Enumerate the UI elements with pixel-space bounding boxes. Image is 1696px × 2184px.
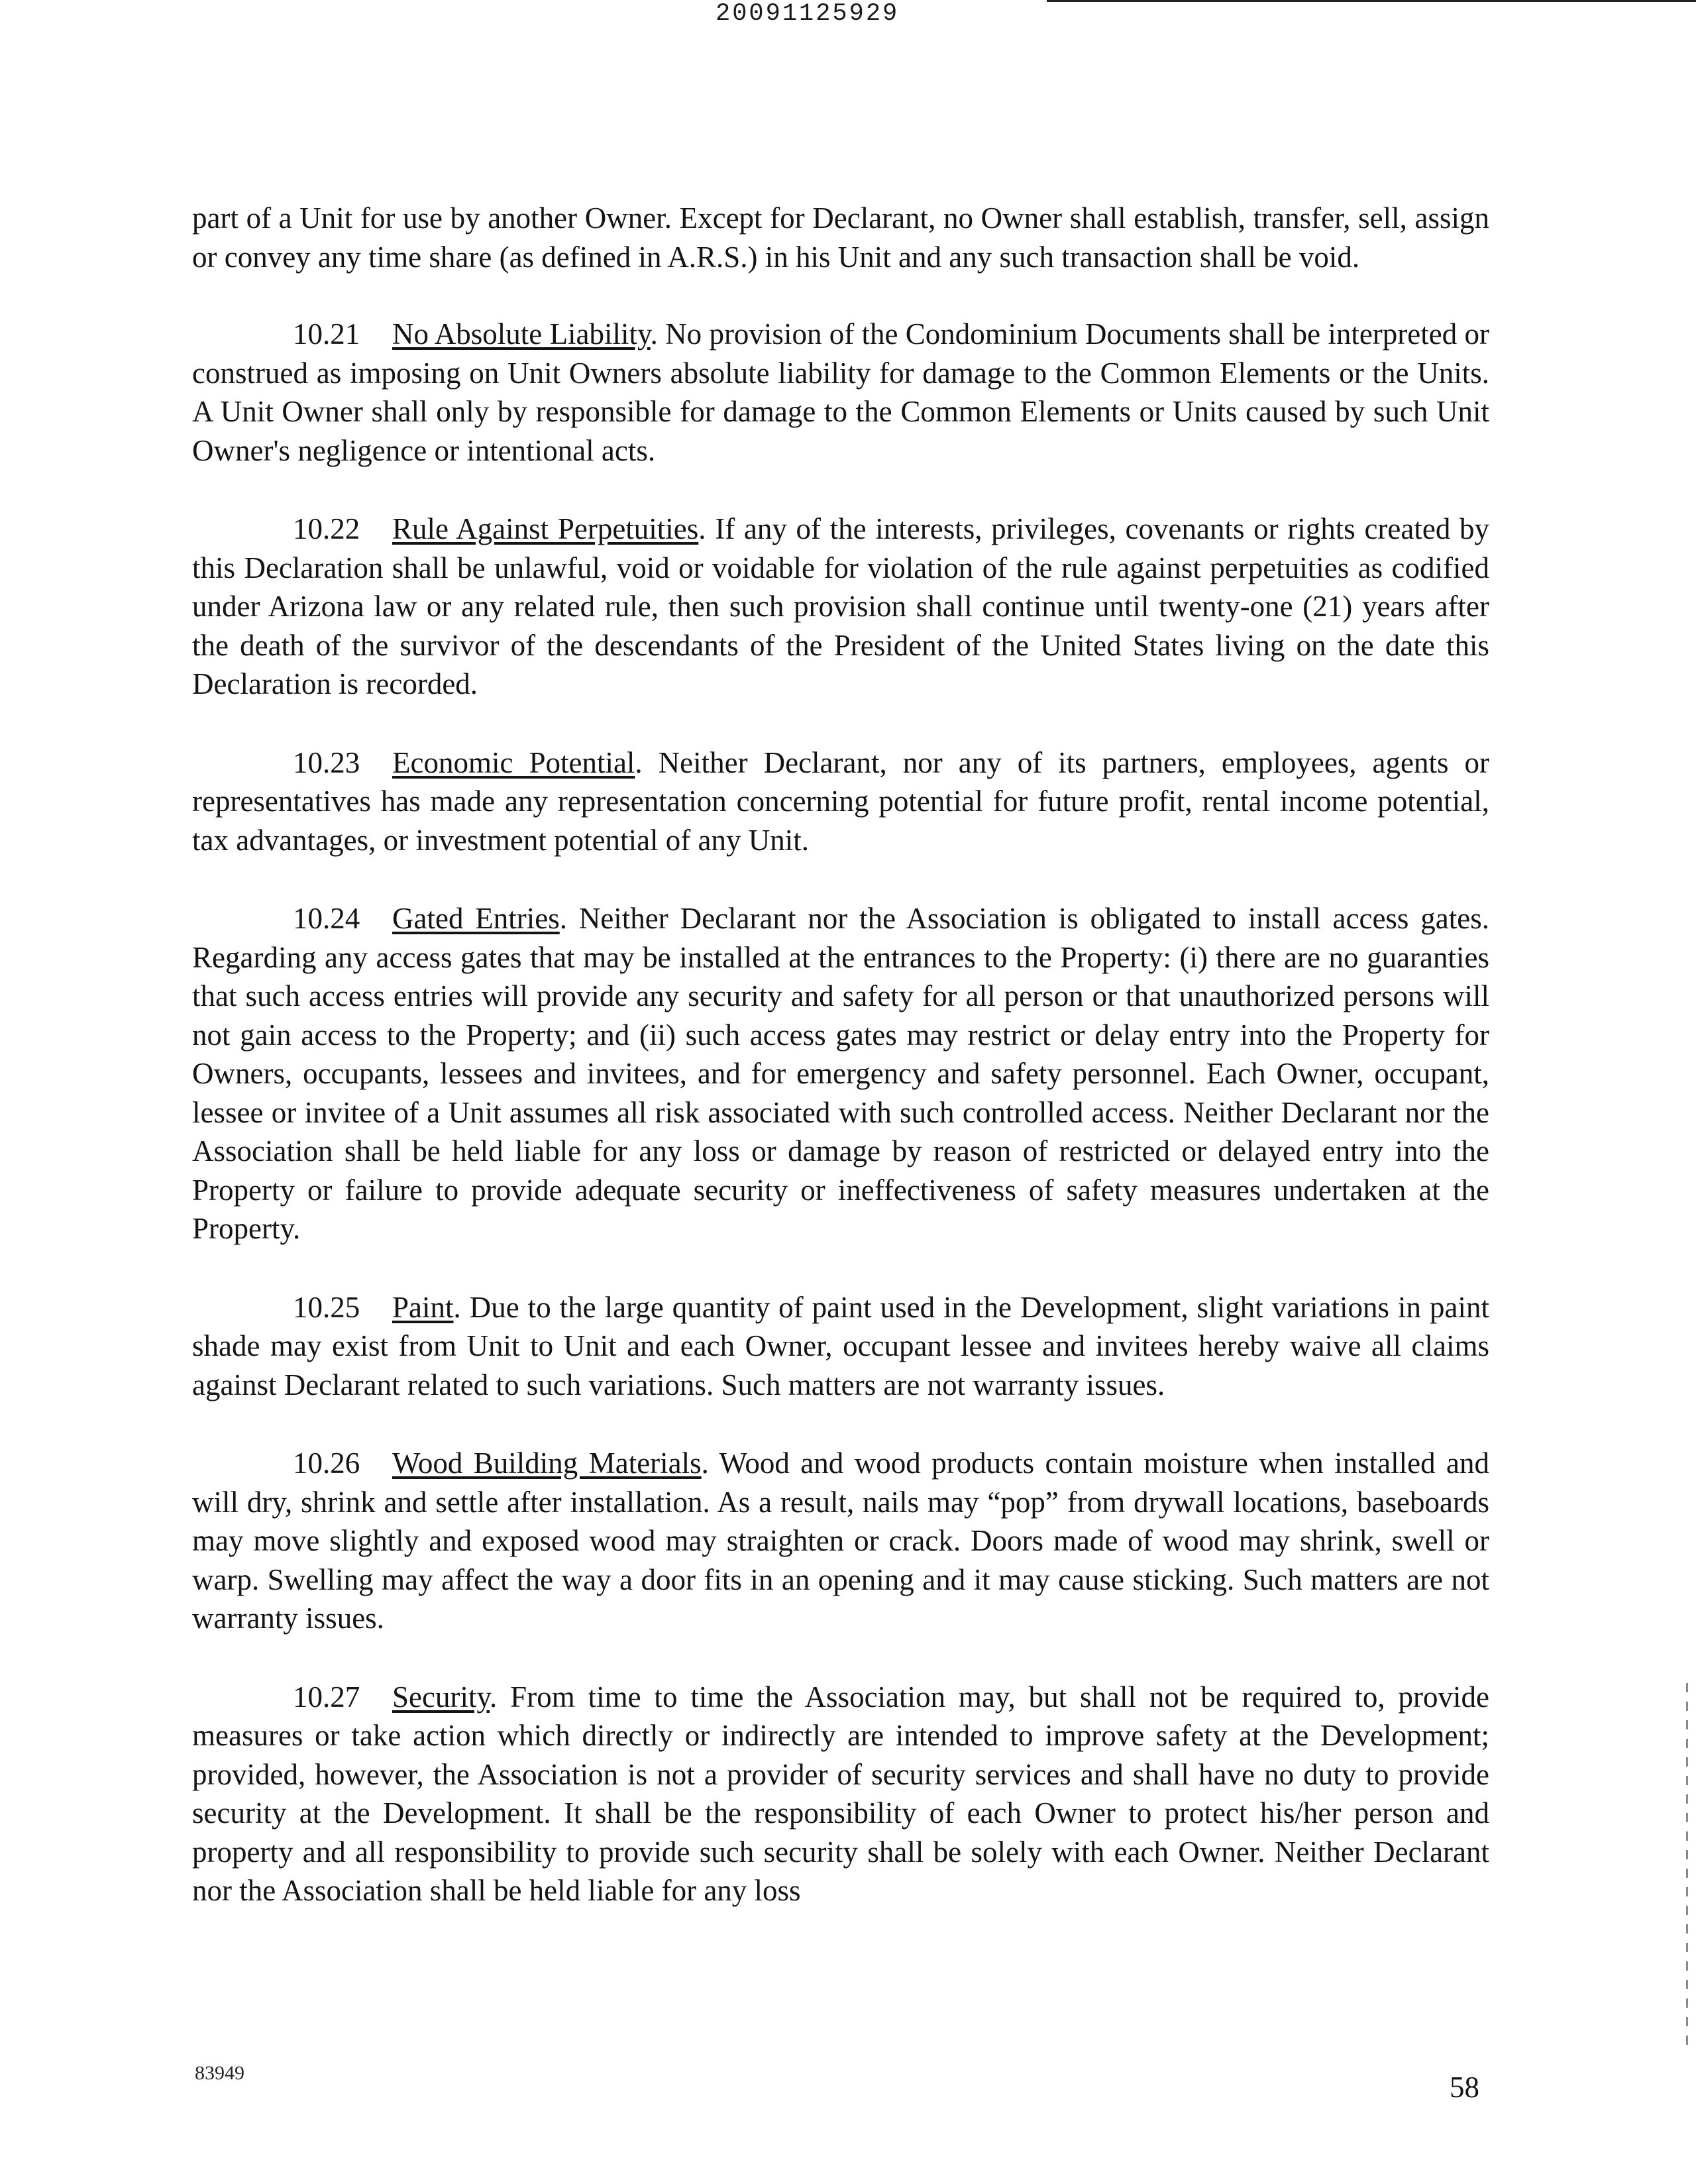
section-number: 10.25 (293, 1290, 360, 1324)
section-10-25: 10.25 Paint. Due to the large quantity of paint used in the Development, slight variations in paint shade may exist from Unit to Unit and each Owner, occupant lessee and invitees hereby waive all claims against Declarant related to such variations. Such matters are not warranty issues. (192, 1288, 1489, 1405)
section-heading: Paint (392, 1290, 454, 1324)
section-heading: Security (392, 1680, 490, 1714)
document-body (192, 199, 1489, 1950)
section-text: Neither Declarant nor the Association is obligated to install access gates. Regarding any access gates that may be installed at the entrances to the Property: (i) there are no guaranties that such access entries will provide any security and safety for all person or that unauthorized persons will not gain access to the Property; and (ii) such access gates may restrict or delay entry into the Property for Owners, occupants, lessees and invitees, and for emergency and safety personnel. Each Owner, occupant, lessee or invitee of a Unit assumes all risk associated with such controlled access. Neither Declarant nor the Association shall be held liable for any loss or damage by reason of restricted or delayed entry into the Property or failure to provide adequate security or ineffectiveness of safety measures undertaken at the Property. (192, 902, 1489, 1245)
section-10-21: 10.21 No Absolute Liability. No provision of the Condominium Documents shall be interpreted or construed as imposing on Unit Owners absolute liability for damage to the Common Elements or the Units. A Unit Owner shall only by responsible for damage to the Common Elements or Units caused by such Unit Owner's negligence or intentional acts. (192, 315, 1489, 470)
document-id: 83949 (195, 2062, 244, 2084)
section-heading: Wood Building Materials (392, 1447, 702, 1480)
section-10-23: 10.23 Economic Potential. Neither Declarant, nor any of its partners, employees, agents or representatives has made any representation concerning potential for future profit, rental income potential, tax advantages, or investment potential of any Unit. (192, 743, 1489, 860)
section-number: 10.24 (293, 902, 360, 935)
section-10-27: 10.27 Security. From time to time the Association may, but shall not be required to, provide measures or take action which directly or indirectly are intended to improve safety at the Development; provided, however, the Association is not a provider of security services and shall have no duty to provide security at the Development. It shall be the responsibility of each Owner to protect his/her person and property and all responsibility to provide such security shall be solely with each Owner. Neither Declarant nor the Association shall be held liable for any loss (192, 1678, 1489, 1910)
section-10-26: 10.26 Wood Building Materials. Wood and wood products contain moisture when installed and will dry, shrink and settle after installation. As a result, nails may “pop” from drywall locations, baseboards may move slightly and exposed wood may straighten or crack. Doors made of wood may shrink, swell or warp. Swelling may affect the way a door fits in an opening and it may cause sticking. Such matters are not warranty issues. (192, 1444, 1489, 1638)
page-number: 58 (1450, 2071, 1479, 2104)
section-10-22: 10.22 Rule Against Perpetuities. If any of the interests, privileges, covenants or rights created by this Declaration shall be unlawful, void or voidable for violation of the rule against perpetuities as codified under Arizona law or any related rule, then such provision shall continue until twenty-one (21) years after the death of the survivor of the descendants of the President of the United States living on the date this Declaration is recorded. (192, 510, 1489, 704)
section-number: 10.26 (293, 1447, 360, 1480)
section-10-24: 10.24 Gated Entries. Neither Declarant nor the Association is obligated to install access gates. Regarding any access gates that may be installed at the entrances to the Property: (i) there are no guaranties that such access entries will provide any security and safety for all person or that unauthorized persons will not gain access to the Property; and (ii) such access gates may restrict or delay entry into the Property for Owners, occupants, lessees and invitees, and for emergency and safety personnel. Each Owner, occupant, lessee or invitee of a Unit assumes all risk associated with such controlled access. Neither Declarant nor the Association shall be held liable for any loss or damage by reason of restricted or delayed entry into the Property or failure to provide adequate security or ineffectiveness of safety measures undertaken at the Property. (192, 899, 1489, 1248)
section-text: If any of the interests, privileges, covenants or rights created by this Declaration shall be unlawful, void or voidable for violation of the rule against perpetuities as codified under Arizona law or any related rule, then such provision shall continue until twenty-one (21) years after the death of the survivor of the descendants of the President of the United States living on the date this Declaration is recorded. (192, 512, 1490, 700)
section-text: No provision of the Condominium Documents shall be interpreted or construed as imposing on Unit Owners absolute liability for damage to the Common Elements or the Units. A Unit Owner shall only by responsible for damage to the Common Elements or Units caused by such Unit Owner's negligence or intentional acts. (192, 317, 1489, 467)
scan-edge-artifact (1686, 1683, 1688, 2054)
section-number: 10.21 (293, 317, 360, 351)
section-heading: Gated Entries (392, 902, 560, 935)
continuation-paragraph: part of a Unit for use by another Owner. Except for Declarant, no Owner shall establish, transfer, sell, assign or convey any time share (as defined in A.R.S.) in his Unit and any such transaction shall be void. (192, 201, 1489, 274)
section-heading: Rule Against Perpetuities (392, 512, 699, 545)
header-rule (1047, 0, 1696, 2)
section-heading: Economic Potential (392, 745, 635, 779)
section-number: 10.27 (293, 1680, 360, 1714)
recording-number: 20091125929 (716, 0, 900, 28)
section-heading: No Absolute Liability (392, 317, 651, 351)
section-text: Due to the large quantity of paint used in the Development, slight variations in paint shade may exist from Unit to Unit and each Owner, occupant lessee and invitees hereby waive all claims against Declarant related to such variations. Such matters are not warranty issues. (192, 1290, 1489, 1401)
section-text: Neither Declarant, nor any of its partners, employees, agents or representatives has made any representation concerning potential for future profit, rental income potential, tax advantages, or investment potential of any Unit. (192, 745, 1489, 857)
section-text: Wood and wood products contain moisture when installed and will dry, shrink and settle after installation. As a result, nails may “pop” from drywall locations, baseboards may move slightly and exposed wood may straighten or crack. Doors made of wood may shrink, swell or warp. Swelling may affect the way a door fits in an opening and it may cause sticking. Such matters are not warranty issues. (192, 1447, 1490, 1635)
section-number: 10.23 (293, 745, 360, 779)
section-number: 10.22 (293, 512, 360, 545)
section-text: From time to time the Association may, but shall not be required to, provide measures or take action which directly or indirectly are intended to improve safety at the Development; provided, however, the Association is not a provider of security services and shall have no duty to provide security at the Development. It shall be the responsibility of each Owner to protect his/her person and property and all responsibility to provide such security shall be solely with each Owner. Neither Declarant nor the Association shall be held liable for any loss (192, 1680, 1489, 1907)
